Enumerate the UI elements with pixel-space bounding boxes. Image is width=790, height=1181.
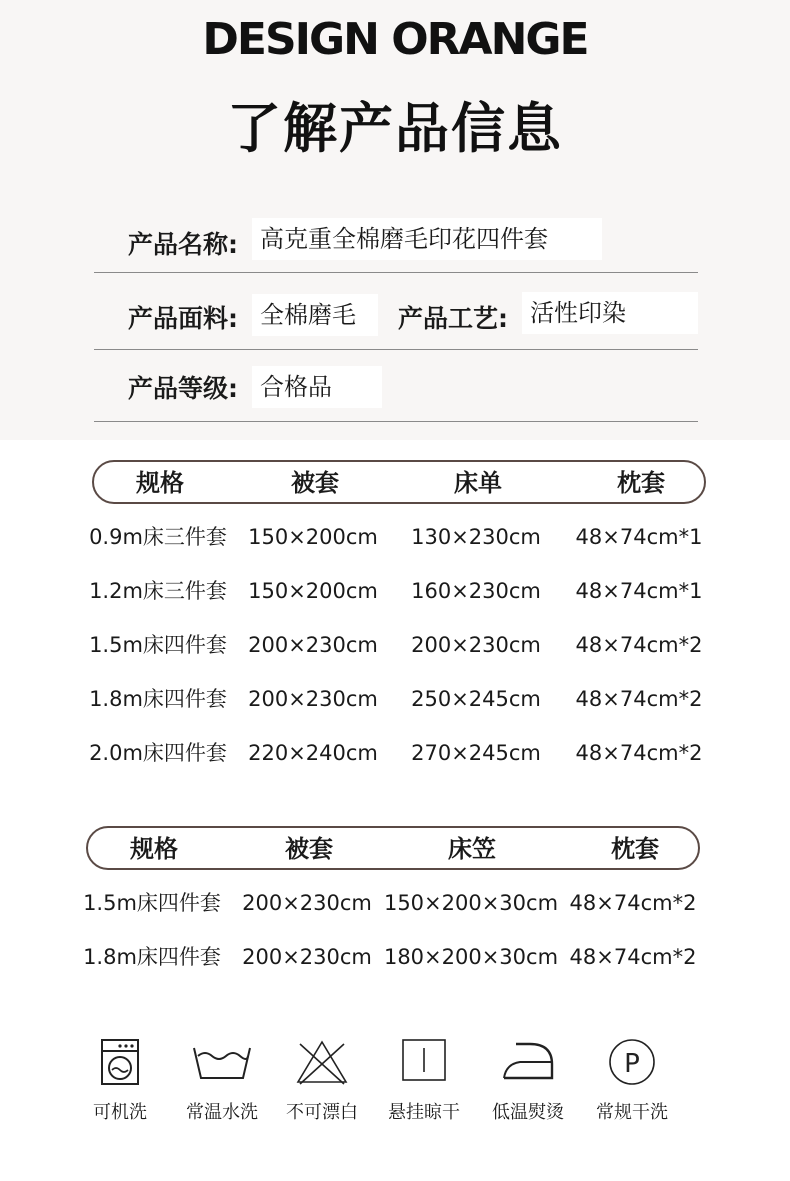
care-label: 悬挂晾干 — [388, 1102, 460, 1123]
product-name-value: 高克重全棉磨毛印花四件套 — [252, 218, 602, 260]
spec-cell: 1.8m床四件套 — [89, 687, 227, 711]
care-label: 低温熨烫 — [492, 1102, 564, 1123]
spec-cell: 1.5m床四件套 — [83, 891, 221, 915]
table-row — [0, 517, 790, 557]
table-row — [0, 883, 790, 923]
table-row — [0, 733, 790, 773]
pillow-size: 48×74cm* — [575, 633, 690, 657]
product-grade-label: 产品等级: — [128, 374, 238, 403]
care-item — [582, 1038, 682, 1130]
spec-cell: 2.0m床四件套 — [89, 741, 227, 765]
care-label: 可机洗 — [93, 1102, 147, 1123]
table1-header — [92, 460, 706, 504]
table2-header-pillow: 枕套 — [611, 835, 659, 863]
care-item — [70, 1038, 170, 1130]
sheet-cell: 250×245cm — [411, 687, 541, 711]
dry-clean-p-icon — [607, 1038, 657, 1088]
duvet-cell: 200×230cm — [242, 891, 372, 915]
brand-logo: DESIGN ORANGE — [202, 14, 588, 65]
duvet-cell: 200×230cm — [242, 945, 372, 969]
spec-cell: 1.5m床四件套 — [89, 633, 227, 657]
duvet-cell: 200×230cm — [248, 687, 378, 711]
product-name-label: 产品名称: — [128, 230, 238, 259]
pillow-count: 1 — [689, 525, 703, 549]
pillow-size: 48×74cm* — [575, 741, 690, 765]
pillow-size: 48×74cm* — [575, 687, 690, 711]
sheet-cell: 200×230cm — [411, 633, 541, 657]
care-item — [374, 1038, 474, 1130]
product-craft-value: 活性印染 — [522, 292, 698, 334]
page-title: 了解产品信息 — [227, 97, 563, 160]
table-row — [0, 625, 790, 665]
table1-header-sheet: 床单 — [454, 469, 502, 497]
sheet-cell: 160×230cm — [411, 579, 541, 603]
care-item — [478, 1038, 578, 1130]
divider — [94, 349, 698, 350]
table2-header-fitted: 床笠 — [448, 835, 496, 863]
table-row — [0, 937, 790, 977]
care-label: 不可漂白 — [286, 1102, 358, 1123]
divider — [94, 421, 698, 422]
table2-header-spec: 规格 — [130, 835, 178, 863]
fitted-cell: 150×200×30cm — [383, 891, 559, 915]
svg-text:P: P — [624, 1049, 640, 1079]
pillow-cell — [576, 679, 703, 719]
table-row — [0, 571, 790, 611]
line-dry-icon — [401, 1038, 447, 1082]
sheet-cell: 130×230cm — [411, 525, 541, 549]
wash-basin-icon — [191, 1038, 253, 1082]
care-label: 常规干洗 — [596, 1102, 668, 1123]
care-label: 常温水洗 — [186, 1102, 258, 1123]
table-row — [0, 679, 790, 719]
duvet-cell: 200×230cm — [248, 633, 378, 657]
no-bleach-icon — [294, 1038, 350, 1086]
pillow-count: 1 — [689, 579, 703, 603]
table2-header-duvet: 被套 — [285, 835, 333, 863]
pillow-cell: 48×74cm*2 — [569, 945, 697, 969]
table2-header — [86, 826, 700, 870]
pillow-size: 48×74cm* — [575, 525, 690, 549]
pillow-count: 2 — [689, 633, 703, 657]
pillow-count: 2 — [689, 741, 703, 765]
table1-header-duvet: 被套 — [291, 469, 339, 497]
spec-cell: 0.9m床三件套 — [89, 525, 227, 549]
pillow-count: 2 — [689, 687, 703, 711]
sheet-cell: 270×245cm — [411, 741, 541, 765]
table1-header-spec: 规格 — [136, 469, 184, 497]
pillow-cell: 48×74cm*2 — [569, 891, 697, 915]
product-fabric-label: 产品面料: — [128, 304, 238, 333]
care-item — [272, 1038, 372, 1130]
pillow-size: 48×74cm* — [575, 579, 690, 603]
divider — [94, 272, 698, 273]
pillow-cell — [576, 625, 703, 665]
spec-cell: 1.8m床四件套 — [83, 945, 221, 969]
iron-low-icon — [500, 1038, 556, 1082]
table1-header-pillow: 枕套 — [617, 469, 665, 497]
product-grade-value: 合格品 — [252, 366, 382, 408]
pillow-cell — [576, 571, 703, 611]
pillow-cell — [576, 733, 703, 773]
product-fabric-value: 全棉磨毛 — [252, 294, 378, 336]
fitted-cell: 180×200×30cm — [383, 945, 559, 969]
duvet-cell: 150×200cm — [248, 525, 378, 549]
washing-machine-icon — [100, 1038, 140, 1086]
care-item — [172, 1038, 272, 1130]
pillow-cell — [576, 517, 703, 557]
duvet-cell: 150×200cm — [248, 579, 378, 603]
product-craft-label: 产品工艺: — [398, 304, 508, 333]
duvet-cell: 220×240cm — [248, 741, 378, 765]
spec-cell: 1.2m床三件套 — [89, 579, 227, 603]
